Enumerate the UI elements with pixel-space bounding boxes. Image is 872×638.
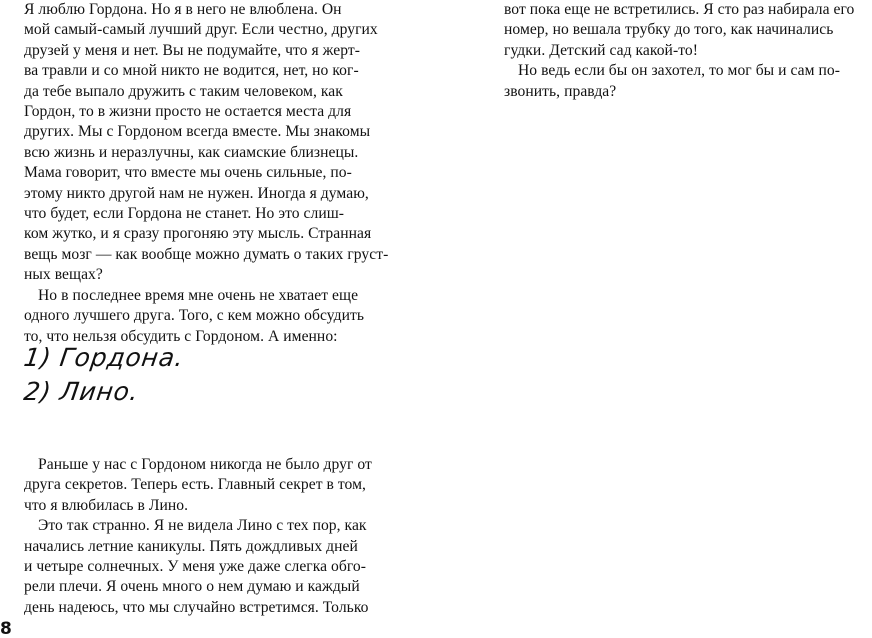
text-line: Это так странно. Я не видела Лино с тех пор, как: [38, 517, 367, 535]
text-line: ком жутко, и я сразу прогоняю эту мысль. Странная: [24, 225, 372, 243]
page-number: 8: [0, 619, 12, 638]
handwritten-list-item: 2) Лино.: [22, 377, 141, 406]
text-line: этому никто другой нам не нужен. Иногда я думаю,: [24, 184, 369, 202]
handwritten-list-item: 1) Гордона.: [22, 343, 186, 372]
text-line: Я люблю Гордона. Но я в него не влюблена. Он: [24, 1, 342, 18]
text-line: друга секретов. Теперь есть. Главный секрет в том,: [24, 476, 366, 494]
text-line: ва травли и со мной никто не водится, нет, но ког-: [24, 62, 359, 80]
text-line: Но ведь если бы он захотел, то мог бы и сам по-: [518, 62, 840, 80]
text-line: звонить, правда?: [504, 82, 617, 100]
text-line: и четыре солнечных. У меня уже даже слегка обго-: [24, 557, 367, 575]
text-line: Мама говорит, что вместе мы очень сильные, по-: [24, 164, 352, 182]
text-line: то, что нельзя обсудить с Гордоном. А именно:: [24, 327, 338, 345]
text-line: Гордон, то в жизни просто не остается места для: [24, 103, 352, 121]
text-line: ных вещах?: [24, 266, 103, 284]
text-line: день надеюсь, что мы случайно встретимся. Только: [24, 598, 369, 616]
right-text-column: [504, 0, 855, 102]
left-text-column: [24, 0, 396, 618]
text-line: всю жизнь и неразлучны, как сиамские близнецы.: [24, 143, 359, 161]
text-line: рели плечи. Я очень много о нем думаю и каждый: [24, 578, 360, 596]
text-line: друзей у меня и нет. Вы не подумайте, что я жерт-: [24, 41, 360, 59]
text-line: других. Мы с Гордоном всегда вместе. Мы знакомы: [24, 123, 371, 141]
text-line: мой самый-самый лучший друг. Если честно, других: [24, 21, 378, 39]
text-line: одного лучшего друга. Того, с кем можно обсудить: [24, 307, 365, 325]
text-line: номер, но вешала трубку до того, как начинались: [504, 21, 834, 39]
text-line: что будет, если Гордона не станет. Но это слиш-: [24, 205, 345, 223]
text-line: да тебе выпало дружить с таким человеком, как: [24, 82, 343, 100]
text-line: вещь мозг — как вообще можно думать о таких груст-: [24, 245, 389, 263]
text-line: гудки. Детский сад какой-то!: [504, 41, 698, 59]
text-line: что я влюбилась в Лино.: [24, 496, 189, 514]
text-line: Но в последнее время мне очень не хватает еще: [38, 286, 359, 304]
text-line: вот пока еще не встретились. Я сто раз набирала его: [504, 1, 855, 18]
text-line: начались летние каникулы. Пять дождливых дней: [24, 537, 358, 555]
text-line: Раньше у нас с Гордоном никогда не было друг от: [38, 455, 372, 473]
